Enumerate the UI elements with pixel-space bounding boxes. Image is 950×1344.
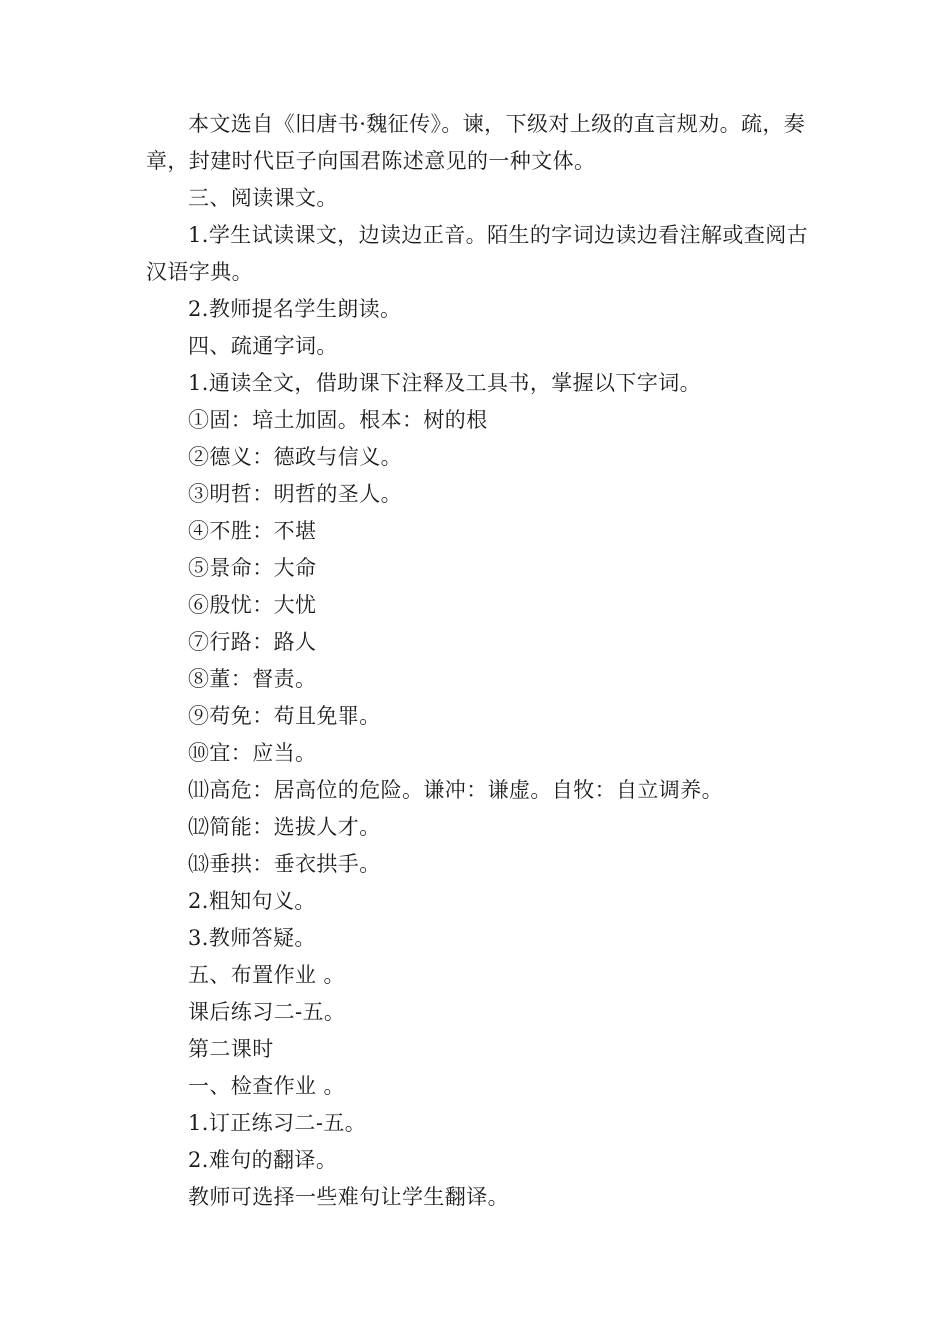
list-item: 1.订正练习二-五。 (188, 1111, 367, 1135)
intro-paragraph: 本文选自《旧唐书·魏征传》。谏，下级对上级的直言规劝。疏，奏章，封建时代臣子向国君陈述意见的一种文体。 (146, 112, 806, 173)
list-item: 2.教师提名学生朗读。 (188, 297, 402, 321)
vocab-item: ⑧董：督责。 (188, 667, 317, 691)
closing-paragraph: 教师可选择一些难句让学生翻译。 (188, 1185, 509, 1209)
lesson-heading: 第二课时 (188, 1037, 274, 1061)
vocab-item: ④不胜：不堪 (188, 519, 317, 543)
section-heading-vocabulary: 四、疏通字词。 (188, 334, 338, 358)
section-heading-check-homework: 一、检查作业 。 (188, 1074, 345, 1098)
document-body (146, 106, 810, 1216)
list-item: 3.教师答疑。 (188, 926, 316, 950)
homework-text: 课后练习二-五。 (188, 1000, 346, 1024)
vocab-item: ①固：培土加固。根本：树的根 (188, 408, 488, 432)
vocab-item: ②德义：德政与信义。 (188, 445, 402, 469)
vocab-item: ⒀垂拱：垂衣拱手。 (188, 852, 381, 876)
vocab-item: ③明哲：明哲的圣人。 (188, 482, 402, 506)
vocab-item: ⑿简能：选拔人才。 (188, 815, 381, 839)
vocab-item: ⑦行路：路人 (188, 630, 317, 654)
vocab-item: ⑨苟免：苟且免罪。 (188, 704, 381, 728)
vocab-item: ⑥殷忧：大忧 (188, 593, 317, 617)
list-item: 2.难句的翻译。 (188, 1148, 338, 1172)
list-item: 2.粗知句义。 (188, 889, 316, 913)
vocab-item: ⑩宜：应当。 (188, 741, 317, 765)
vocab-item: ⑤景命：大命 (188, 556, 317, 580)
section-heading-reading: 三、阅读课文。 (188, 186, 338, 210)
section-heading-homework: 五、布置作业 。 (188, 963, 345, 987)
list-item: 1.通读全文，借助课下注释及工具书，掌握以下字词。 (188, 371, 702, 395)
vocab-item: ⑾高危：居高位的危险。谦冲：谦虚。自牧：自立调养。 (188, 778, 723, 802)
list-item: 1.学生试读课文，边读边正音。陌生的字词边读边看注解或查阅古汉语字典。 (146, 223, 809, 284)
